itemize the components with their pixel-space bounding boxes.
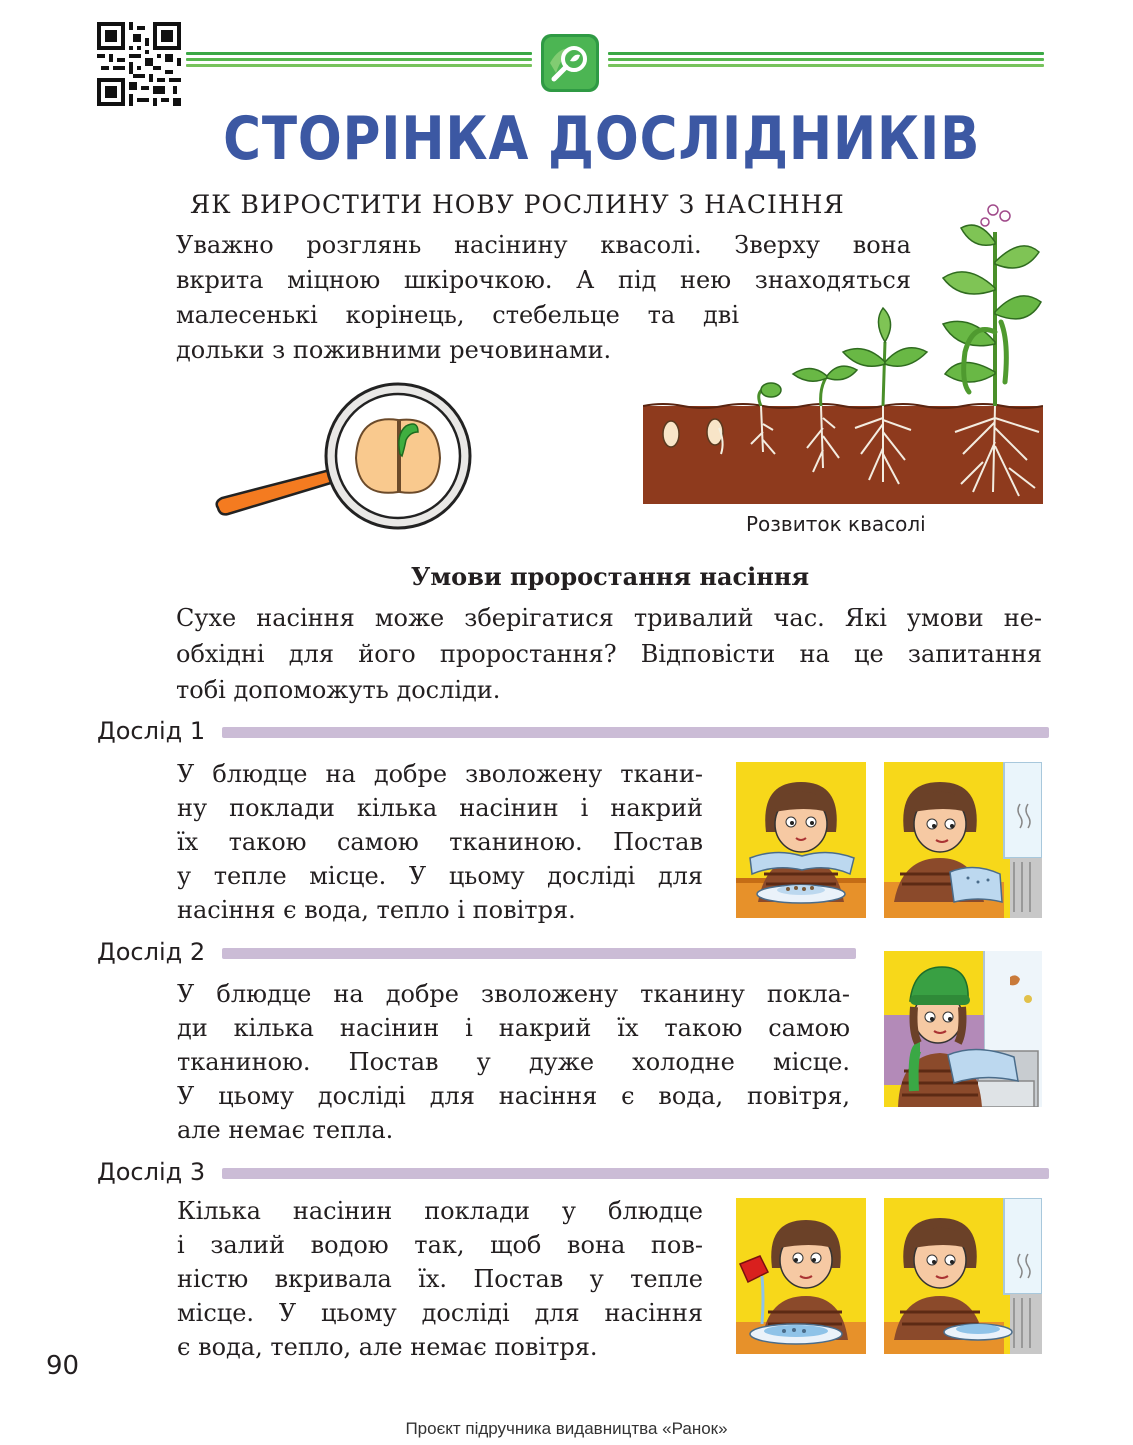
- experiment-3-picture-b: [884, 1198, 1042, 1354]
- magnifier-bean-illustration: [212, 380, 482, 540]
- experiment-1-line: у тепле місце. У цьому досліді для: [177, 862, 703, 890]
- conditions-heading: Умови проростання насіння: [410, 562, 810, 591]
- experiment-2-text: [177, 977, 850, 1147]
- conditions-line: Сухе насіння може зберігатися тривалий час. Які умови не-: [176, 604, 1042, 632]
- conditions-line: тобі допоможуть досліди.: [176, 676, 501, 704]
- intro-line: малесенькі корінець, стебельце та дві: [176, 301, 739, 329]
- experiment-2-line: тканиною. Постав у дуже холодне місце.: [177, 1048, 850, 1076]
- experiment-3-text: [177, 1194, 703, 1364]
- page-number: 90: [46, 1351, 80, 1381]
- experiment-1-text: [177, 757, 703, 927]
- experiment-3-line: є вода, тепло, але немає повітря.: [177, 1333, 598, 1361]
- experiment-1-label: Дослід 1: [97, 717, 206, 745]
- intro-line: вкрита міцною шкірочкою. А під нею знаходяться: [176, 266, 911, 294]
- experiment-1-line: насіння є вода, тепло і повітря.: [177, 896, 576, 924]
- experiment-3-picture-a: [736, 1198, 866, 1354]
- qr-code-icon: [97, 22, 181, 106]
- experiment-2-line: ди кілька насінин і накрий їх такою самою: [177, 1014, 850, 1042]
- experiment-2-line: У блюдце на добре зволожену тканину покла-: [177, 980, 850, 1008]
- experiment-1-picture-b: [884, 762, 1042, 918]
- experiment-2-rule: [222, 948, 856, 959]
- experiment-3-line: Кілька насінин поклади у блюдце: [177, 1197, 703, 1225]
- experiment-2-line: У цьому досліді для насіння є вода, повітря,: [177, 1082, 850, 1110]
- section-heading: ЯК ВИРОСТИТИ НОВУ РОСЛИНУ З НАСІННЯ: [190, 190, 845, 219]
- footer-note: Проєкт підручника видавництва «Ранок»: [405, 1419, 728, 1438]
- experiment-1-line: ну поклади кілька насінин і накрий: [177, 794, 703, 822]
- experiment-3-rule: [222, 1168, 1049, 1179]
- growth-caption: Розвиток квасолі: [746, 512, 926, 536]
- experiment-3-line: і залий водою так, щоб вона пов-: [177, 1231, 703, 1259]
- intro-line: дольки з поживними речовинами.: [176, 336, 612, 364]
- magnifier-leaf-icon: [540, 33, 600, 93]
- experiment-3-label: Дослід 3: [97, 1158, 206, 1186]
- experiment-1-line: їх такою самою тканиною. Постав: [177, 828, 703, 856]
- conditions-line: обхідні для його проростання? Відповісти на це запитання: [176, 640, 1042, 668]
- experiment-1-rule: [222, 727, 1049, 738]
- header-rule-right: [608, 52, 1044, 72]
- intro-line: Уважно розглянь насінину квасолі. Зверху вона: [176, 231, 911, 259]
- experiment-2-picture: [884, 951, 1042, 1107]
- conditions-text: [176, 600, 1042, 708]
- experiment-2-line: але немає тепла.: [177, 1116, 394, 1144]
- bean-growth-illustration: [643, 192, 1043, 504]
- experiment-3-line: ністю вкривала їх. Постав у тепле: [177, 1265, 703, 1293]
- page-title: СТОРІНКА ДОСЛІДНИКІВ: [223, 104, 981, 174]
- experiment-3-line: місце. У цьому досліді для насіння: [177, 1299, 703, 1327]
- experiment-1-picture-a: [736, 762, 866, 918]
- experiment-2-label: Дослід 2: [97, 938, 206, 966]
- header-rule-left: [186, 52, 532, 72]
- experiment-1-line: У блюдце на добре зволожену ткани-: [177, 760, 703, 788]
